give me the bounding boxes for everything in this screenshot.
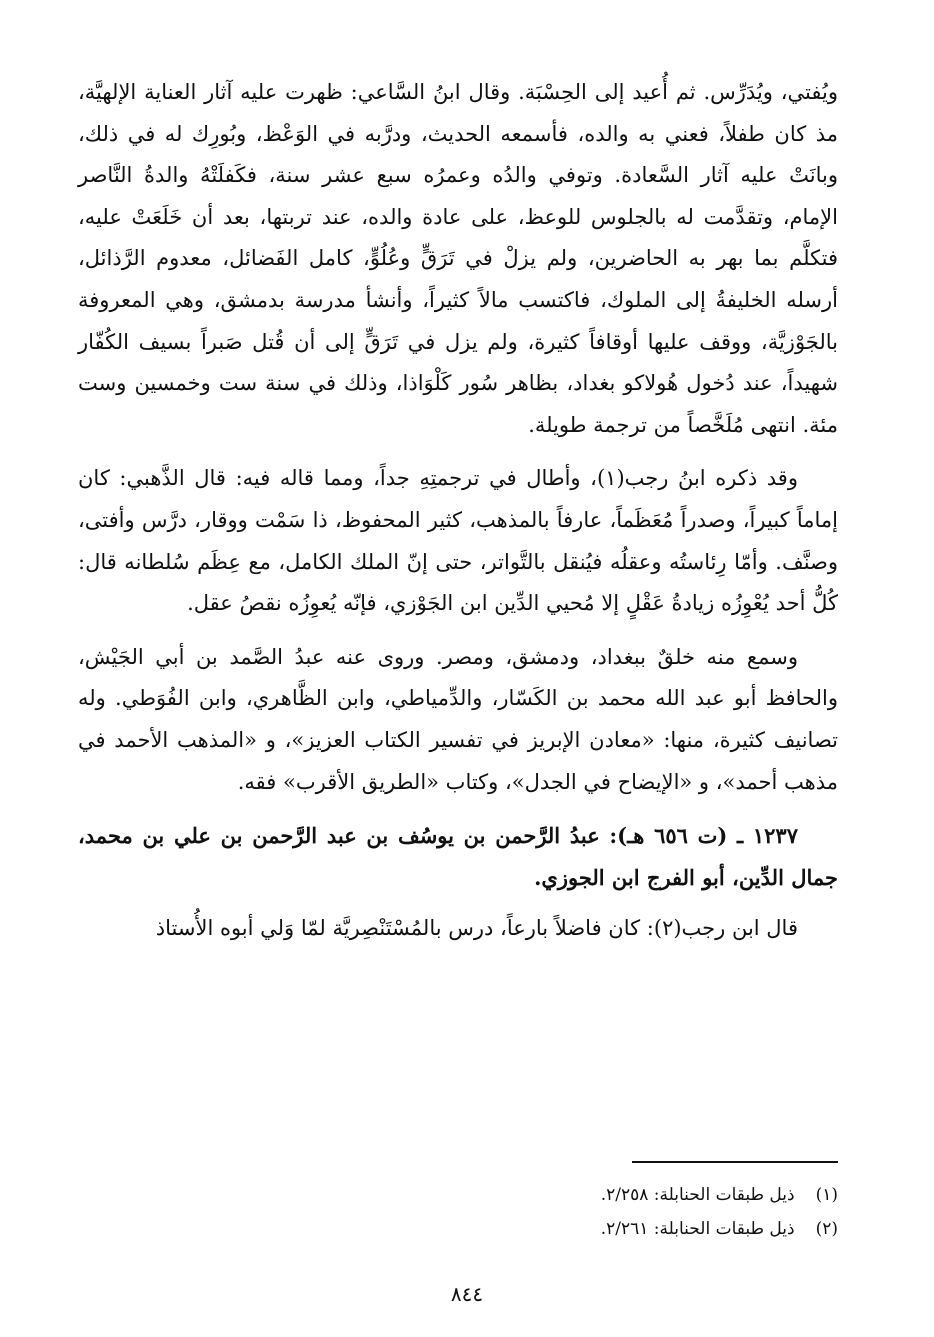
paragraph-2: وقد ذكره ابنُ رجب(١)، وأطال في ترجمتِهِ جداً، ومما قاله فيه: قال الذَّهبي: كان إماماً كبيراً، وصدراً مُعَظَماً، عارفاً بالمذهب، كثير المحفوظ، ذا سَمْت ووقار، درَّس وأفتى، وصنَّف. وأمّا رِئاستُه وعقلُه فيُنقل بالتَّواتر، حتى إنّ الملك الكامل، مع عِظَم سُلطانه قال: كُلُّ أحد يُعْوِزُه زيادةُ عَقْلٍ إلا مُحيي الدِّين ابن الجَوْزي، فإنّه يُعوِزُه نقصُ عقل.	[78, 466, 838, 616]
page-body	[78, 72, 838, 962]
paragraph-4: قال ابن رجب(٢): كان فاضلاً بارعاً، درس بالمُسْتَنْصِريَّة لمّا وَلي أبوه الأُستاذ	[155, 916, 798, 941]
footnote-number: (١)	[815, 1185, 838, 1205]
footnote-text: ذيل طبقات الحنابلة: ٢/٢٥٨.	[600, 1185, 795, 1205]
paragraph-1: ويُفتي، ويُدَرِّس. ثم أُعيد إلى الحِسْبَة. وقال ابنُ السَّاعي: ظهرت عليه آثار العناية الإلهيَّة، مذ كان طفلاً، فعني به والده، فأسمعه الحديث، ودرَّبه في الوَعْظ، وبُورِك له في ذلك، وبانَتْ عليه آثار السَّعادة. وتوفي والدُه وعمرُه سبع عشر سنة، فكَفلَتْهُ والدةُ النَّاصر الإمام، وتقدَّمت له بالجلوس للوعظ، على عادة والده، عند تربتها، بعد أن خَلَعَتْ عليه، فتكلَّم بما بهر به الحاضرين، ولم يزلْ في تَرَقٍّ وعُلُوٍّ، كامل الفَضائل، معدوم الرَّذائل، أرسله الخليفةُ إلى الملوك، فاكتسب مالاً كثيراً، وأنشأ مدرسة بدمشق، وهي المعروفة بالجَوْزيَّة، ووقف عليها أوقافاً كثيرة، ولم يزل في تَرَقٍّ إلى أن قُتل صَبراً بسيف الكُفّار شهيداً، عند دُخول هُولاكو بغداد، بظاهر سُور كَلْوَاذا، وذلك في سنة ست وخمسين وست مئة. انتهى مُلَخَّصاً من ترجمة طويلة.	[78, 80, 838, 437]
footnotes	[338, 1178, 838, 1246]
footnote-text: ذيل طبقات الحنابلة: ٢/٢٦١.	[600, 1219, 795, 1239]
footnote-2	[338, 1212, 838, 1246]
footnote-divider	[632, 1161, 838, 1163]
footnote-1	[338, 1178, 838, 1212]
paragraph-3: وسمع منه خلقٌ ببغداد، ودمشق، ومصر. وروى عنه عبدُ الصَّمد بن أبي الجَيْش، والحافظ أبو عبد الله محمد بن الكَسّار، والدِّمياطي، وابن الظَّاهري، وابن الفُوَطي. وله تصانيف كثيرة، منها: «معادن الإبريز في تفسير الكتاب العزيز»، و «المذهب الأحمد في مذهب أحمد»، و «الإيضاح في الجدل»، وكتاب «الطريق الأقرب» فقه.	[78, 644, 838, 794]
page-number: ٨٤٤	[450, 1282, 484, 1306]
footnote-number: (٢)	[815, 1219, 838, 1239]
entry-heading: ١٢٣٧ ـ (ت ٦٥٦ هـ): عبدُ الرَّحمن بن يوسُف بن عبد الرَّحمن بن علي بن محمد، جمال الدِّين، أبو الفرج ابن الجوزي.	[78, 823, 838, 890]
